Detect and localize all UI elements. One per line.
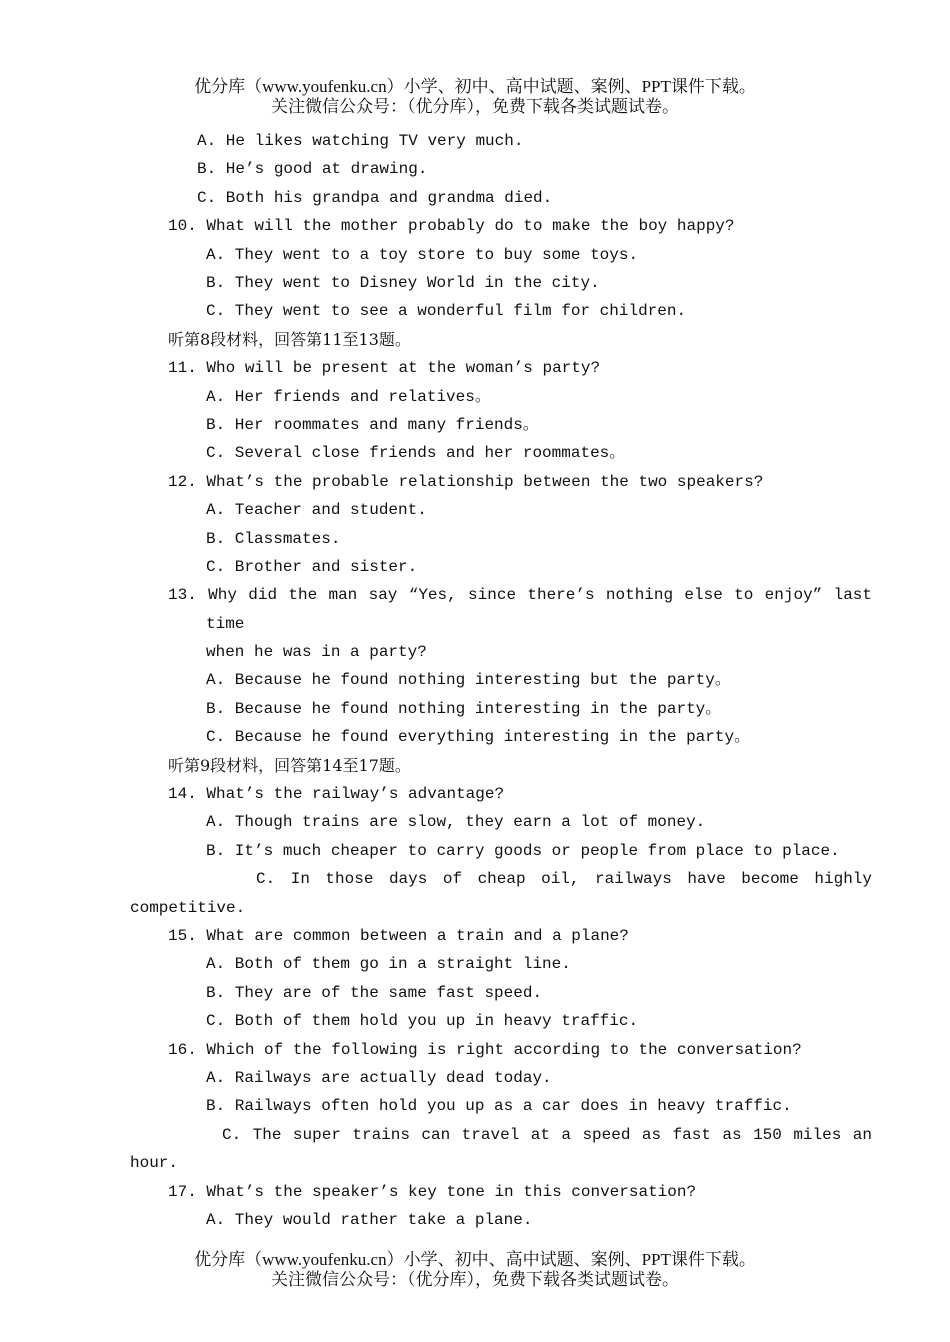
q16-option-c-line-1: C. The super trains can travel at a speed as fast as 150 miles an: [222, 1126, 872, 1144]
q17-option-a: A. They would rather take a plane.: [206, 1211, 533, 1229]
section-9-instruction: 听第9段材料，回答第14至17题。: [168, 756, 411, 775]
page-header: [0, 77, 950, 117]
q11-option-b: B. Her roommates and many friends。: [206, 416, 539, 434]
question-10: 10. What will the mother probably do to make the boy happy?: [168, 217, 735, 235]
question-13-line-1: 13. Why did the man say “Yes, since there’s nothing else to enjoy” last: [168, 586, 872, 604]
header-line-2: 关注微信公众号：（优分库），免费下载各类试题试卷。: [271, 97, 679, 116]
q9-option-a: A. He likes watching TV very much.: [197, 132, 524, 150]
question-11: 11. Who will be present at the woman’s party?: [168, 359, 601, 377]
q15-option-c: C. Both of them hold you up in heavy traffic.: [206, 1012, 639, 1030]
q9-option-c: C. Both his grandpa and grandma died.: [197, 189, 553, 207]
q9-option-b: B. He’s good at drawing.: [197, 160, 428, 178]
q12-option-c: C. Brother and sister.: [206, 558, 418, 576]
q11-option-c: C. Several close friends and her roommates。: [206, 444, 626, 462]
q14-option-b: B. It’s much cheaper to carry goods or people from place to place.: [206, 842, 840, 860]
q15-option-b: B. They are of the same fast speed.: [206, 984, 543, 1002]
question-16: 16. Which of the following is right according to the conversation?: [168, 1041, 802, 1059]
q10-option-c: C. They went to see a wonderful film for children.: [206, 302, 687, 320]
q13-option-c: C. Because he found everything interesting in the party。: [206, 728, 751, 746]
header-line-1: 优分库（www.youfenku.cn）小学、初中、高中试题、案例、PPT课件下载。: [194, 77, 756, 96]
q10-option-b: B. They went to Disney World in the city.: [206, 274, 600, 292]
question-13-line-2: time: [206, 615, 245, 633]
footer-line-2: 关注微信公众号：（优分库），免费下载各类试题试卷。: [271, 1270, 679, 1289]
q12-option-a: A. Teacher and student.: [206, 501, 427, 519]
q12-option-b: B. Classmates.: [206, 530, 341, 548]
section-8-instruction: 听第8段材料，回答第11至13题。: [168, 330, 411, 349]
q14-option-c-line-2: competitive.: [130, 899, 246, 917]
q15-option-a: A. Both of them go in a straight line.: [206, 955, 571, 973]
page-footer: [0, 1250, 950, 1290]
footer-line-1: 优分库（www.youfenku.cn）小学、初中、高中试题、案例、PPT课件下载。: [194, 1250, 756, 1269]
question-14: 14. What’s the railway’s advantage?: [168, 785, 505, 803]
q14-option-c-line-1: C. In those days of cheap oil, railways have become highly: [256, 870, 872, 888]
q16-option-a: A. Railways are actually dead today.: [206, 1069, 552, 1087]
q14-option-a: A. Though trains are slow, they earn a lot of money.: [206, 813, 706, 831]
q13-option-b: B. Because he found nothing interesting in the party。: [206, 700, 722, 718]
question-12: 12. What’s the probable relationship between the two speakers?: [168, 473, 764, 491]
question-15: 15. What are common between a train and a plane?: [168, 927, 629, 945]
q16-option-c-line-2: hour.: [130, 1154, 179, 1172]
q11-option-a: A. Her friends and relatives。: [206, 388, 491, 406]
q10-option-a: A. They went to a toy store to buy some toys.: [206, 246, 639, 264]
q13-option-a: A. Because he found nothing interesting but the party。: [206, 671, 731, 689]
question-13-line-3: when he was in a party?: [206, 643, 427, 661]
q16-option-b: B. Railways often hold you up as a car does in heavy traffic.: [206, 1097, 792, 1115]
question-17: 17. What’s the speaker’s key tone in this conversation?: [168, 1183, 697, 1201]
